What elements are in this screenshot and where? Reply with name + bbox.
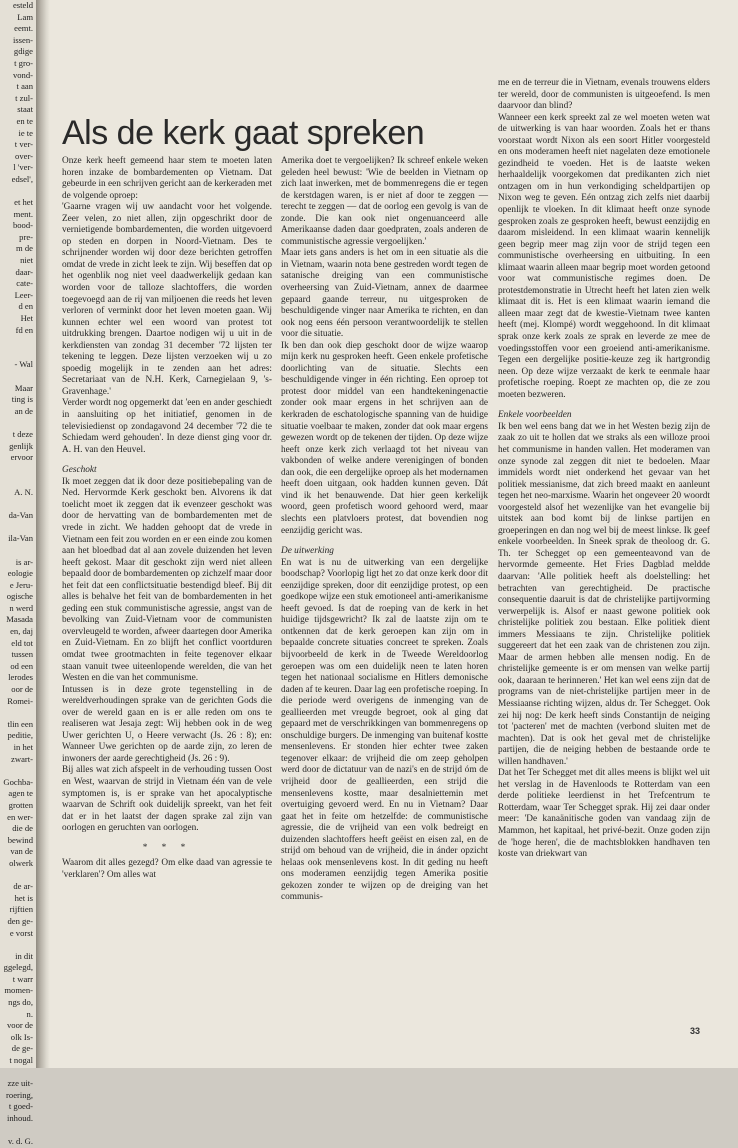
previous-page-line: Lam xyxy=(17,11,33,22)
previous-page-line: is ar- xyxy=(15,556,33,567)
previous-page-line: zze uit- xyxy=(7,1078,33,1089)
previous-page-line: n. xyxy=(26,1008,33,1019)
previous-page-line: t gro- xyxy=(14,57,33,68)
body-paragraph: Ik ben dan ook diep geschokt door de wijze waarop mijn kerk nu gesproken heeft. Geen enkele profetische doorlichting van de situatie. Slechts een beschuldigende vinger in één richting. Een oproep tot protest door middel van een handtekeningenactie zonder ook maar ergens in het schrijven aan de kerkraden de eschatologische spanning van de huidige situatie voelbaar te maken, zonder dat ook maar ergens gewezen wordt op de tekenen der tijden. Op deze wijze heeft onze kerk zich verlaagd tot het niveau van vakbonden of welke andere verenigingen of bonden dan ook, die een dergelijke oproep als het modernamen heeft doen uitgaan, ook hadden kunnen geven. Dát vind ik het benauwende. Dat hier geen kerkelijk woord, geen profetisch woord gehoord werd, maar slechts een platvloers protest, dat bovendien nog eenzijdig gericht was. xyxy=(281,340,488,536)
previous-page-line: lerodes xyxy=(8,672,33,683)
previous-page-line: od een xyxy=(10,660,33,671)
previous-page-line: ment. xyxy=(13,208,33,219)
body-paragraph: Wanneer een kerk spreekt zal ze wel moeten weten wat de uitwerking is van haar woorden. Zoals het er thans voorstaat wordt Nixon als een soort Hitler voorgesteld en ons moderamen heeft niet nagelaten deze emotionele gezindheid te voeden. Het is de laatste weken herhaaldelijk voorgekomen dat predikanten zich niet ontzagen om in hun verkondiging scheldpartijen op Nixon weg te geven. Eén ontzag zich zelfs niet daarbij openlijk te vloeken. In dit klimaat heeft onze synode gesproken zoals ze gesproken heeft, bewust eenzijdig en daarom misleidend. In een klimaat waarin kennelijk geen begrip meer mag zijn voor de strijd tegen een communistische overheersing en uitbuiting. In een klimaat waarin alleen maar begrip moet worden getoond voor wat communistische regimes doen. De protestdemonstratie in Utrecht heeft het laten zien welk klimaat dit is. Het is een klimaat waarin iemand die alleen maar zegt dat de kwestie-Vietnam twee kanten heeft (mej. Klompé) wordt weggehoond. In dit klimaat sprak onze kerk zoals ze sprak en leverde ze mee de voedingsstoffen voor een groeiend anti-amerikanisme. Tegen een dergelijke positie-keuze zeg ik hartgrondig neen. Op deze wijze verzaakt de kerk te eenmale haar profetische roeping. Roept ze machten op, die ze zou moeten bezweren. xyxy=(498,112,710,400)
previous-page-line: rijftien xyxy=(9,904,33,915)
previous-page-line: eemt. xyxy=(14,23,33,34)
previous-page-line xyxy=(0,464,36,476)
previous-page-line: Maar xyxy=(14,382,33,393)
previous-page-line: pre- xyxy=(19,231,33,242)
previous-page-line: bewind xyxy=(7,834,33,845)
previous-page-line: eologie xyxy=(7,568,33,579)
previous-page-line xyxy=(0,765,36,777)
previous-page-line xyxy=(0,1067,36,1079)
previous-page-line: roering, xyxy=(6,1089,33,1100)
previous-page-line: de ge- xyxy=(11,1043,33,1054)
previous-page-line: niet xyxy=(20,255,33,266)
previous-page-line: daar- xyxy=(15,266,33,277)
previous-page-line: esteld xyxy=(12,0,33,10)
previous-page-line: oor de xyxy=(11,684,33,695)
previous-page-line: Het xyxy=(20,313,33,324)
previous-page-line: t goed- xyxy=(8,1101,33,1112)
previous-page-line: in dit xyxy=(15,950,33,961)
previous-page-line: t ver- xyxy=(14,139,33,150)
page-gutter xyxy=(36,0,50,1068)
previous-page-line: en, daj xyxy=(10,626,33,637)
body-paragraph: Verder wordt nog opgemerkt dat 'een en ander geschiedt in aansluiting op het initiatief, genomen in de televisiedienst op zondagavond 24 december '72 die te Schiedam werd gehouden'. In deze dienst ging voor dr. A. H. van den Heuvel. xyxy=(62,398,272,455)
article-title: Als de kerk gaat spreken xyxy=(62,114,425,152)
previous-page-line: t deze xyxy=(12,428,33,439)
previous-page-line: grotten xyxy=(8,799,33,810)
previous-page-line: edsel', xyxy=(11,173,33,184)
previous-page-line: voor de xyxy=(6,1020,33,1031)
text-column-3 xyxy=(498,78,710,1018)
previous-page-line: e Jeru- xyxy=(9,579,33,590)
previous-page-line xyxy=(0,939,36,951)
previous-page-line: t nogal xyxy=(9,1055,33,1066)
body-paragraph: me en de terreur die in Vietnam, evenals trouwens elders ter wereld, door de communisten is uitgeoefend. Is men daarvoor dan blind? xyxy=(498,78,710,112)
previous-page-line: den ge- xyxy=(7,915,33,926)
previous-page-line: et het xyxy=(14,197,33,208)
previous-page-line: ogische xyxy=(6,591,33,602)
body-paragraph: Waarom dit alles gezegd? Om elke daad van agressie te 'verklaren'? Om alles wat xyxy=(62,858,272,880)
previous-page-line xyxy=(0,186,36,198)
previous-page-line xyxy=(0,348,36,360)
previous-page-line: ngs do, xyxy=(8,997,33,1008)
previous-page-line: ie te xyxy=(18,127,33,138)
body-paragraph: Ik moet zeggen dat ik door deze positiebepaling van de Ned. Hervormde Kerk geschokt ben. Alvorens ik dat toelicht moet ik zeggen dat ik evenzeer geschokt was door de hervatting van de bombardementen met de vrede in zicht. We hadden gehoopt dat de vrede in Vietnam een feit zou worden en er een einde zou komen aan het bloedbad dat al aan zovele duizenden het leven heeft gekost. Maar dit geschokt zijn werd niet alleen bepaald door de bombardementen op zichzelf maar door het feit dat een conflictsituatie bestendigd bleef. Bij dit alles is behalve het feit van de bombardementen in het geding een stuk communistische agressie, angst van de bevolking van Zuid-Vietnam voor de communisten overvleugeld te worden, afweer daartegen door Amerika en Zuid-Vietnam. En zo blijft het conflict voortduren omdat twee grootmachten in feite tegenover elkaar staan vanuit twee uiteenlopende werelden, die van het Westen en die van het communisme. xyxy=(62,476,272,684)
body-paragraph: Bij alles wat zich afspeelt in de verhouding tussen Oost en West, waarvan de strijd in Vietnam één van de vele symptomen is, is er sprake van het apocalyptische waarvan de Schrift ook duidelijk spreekt, van het feit dat er in het laatst der dagen sprake zal zijn van oorlogen en geruchten van oorlogen. xyxy=(62,765,272,834)
previous-page-line xyxy=(0,870,36,882)
previous-page-line: peditie, xyxy=(7,730,33,741)
previous-page-line: die de xyxy=(12,823,33,834)
previous-page-line: Leer- xyxy=(14,289,33,300)
previous-page-line: en wer- xyxy=(7,811,33,822)
previous-page-line: tussen xyxy=(11,649,33,660)
previous-page-line: momen- xyxy=(4,985,33,996)
previous-page-line: agen te xyxy=(8,788,33,799)
body-paragraph: Maar iets gans anders is het om in een situatie als die in Vietnam, waarin nota bene gestreden wordt tegen de satanische dreiging van een communistische overheersing van Zuid-Vietnam, annex de daarmee gepaard gaande terreur, nu uitgesproken de beschuldigende vinger naar Amerika te richten, en dan ook nog eens één persoon verantwoordelijk te stellen voor die situatie. xyxy=(281,248,488,340)
previous-page-line: de ar- xyxy=(13,881,33,892)
section-divider: * * * xyxy=(142,842,192,853)
previous-page-line: over- xyxy=(15,150,33,161)
previous-page-line: - Wal xyxy=(14,359,33,370)
body-paragraph: En wat is nu de uitwerking van een dergelijke boodschap? Voorlopig ligt het zo dat onze kerk door dit eenzijdige spreken, door dit eenzijdige protest, op een goedkope wijze een stuk emotioneel anti-amerikanisme heeft gevoed. Is dat de roeping van de kerk in het huidige tijdsgewricht? Ik zal de laatste zijn om te ontkennen dat de kerk geroepen kan zijn om in bepaalde concrete situaties concreet te spreken. Zoals bijvoorbeeld de kerk in de Tweede Wereldoorlog geroepen was om een duidelijk neen te laten horen tegen het nationaal socialisme en Hitlers demonische daden af te keuren. Daar lag een profetische roeping. In die periode werd overigens de inmenging van de geallieerden met vreugde begroet, ook al ging dat gepaard met de verschrikkingen van bommenregens op onschuldige burgers. De inmenging van buitenaf kostte mensenlevens. Er stonden hier echter twee zaken tegenover elkaar: de vrijheid die om zeep geholpen werd door de dictatuur van de nazi's en de strijd óm de vrijheid door de geallieerden, een strijd die mensenlevens kostte, maar desalniettemin met overtuiging gevoerd werd. En nu in Vietnam? Daar gaat het in feite om hetzelfde: de communistische agressie, die de vrijheid van een volk bedreigt en duizenden slachtoffers heeft geëist en eisen zal, en de strijd om behoud van de vrijheid, die in ánder opzicht helaas ook mensenlevens kost. In dit geding nu heeft ons moderamen eenzijdig tegen Amerika positie gekozen zonder te wijzen op de dreiging van het communis- xyxy=(281,557,488,903)
previous-page-line: Masada xyxy=(6,614,33,625)
previous-page-line xyxy=(0,1125,36,1137)
previous-page-line: ervoor xyxy=(10,452,33,463)
previous-page-line: cate- xyxy=(16,278,33,289)
previous-page-line: t warr xyxy=(12,973,33,984)
previous-page-line: en te xyxy=(16,115,33,126)
previous-page-line: staat xyxy=(17,104,33,115)
previous-page-line: d en xyxy=(18,301,33,312)
previous-page-line: gdige xyxy=(13,46,33,57)
previous-page-line xyxy=(0,475,36,487)
previous-page-line: van de xyxy=(10,846,33,857)
previous-page-line: bood- xyxy=(12,220,33,231)
previous-page-line: l 'ver- xyxy=(13,162,33,173)
body-paragraph: 'Gaarne vragen wij uw aandacht voor het volgende. Zeer velen, zo niet allen, zijn opgeschrikt door de vernietigende bombardementen, die worden uitgevoerd op steden en dorpen in Noord-Vietnam. Des te schrijnender worden wij door deze berichten getroffen omdat de vrede in zicht leek te zijn. Wij beseffen dat op het ogenblik nog niet veel daadwerkelijk gedaan kan worden voor de talloze slachtoffers, die worden toegevoegd aan de rij van miljoenen die reeds het leven verloren of verminkt door het leven moeten gaan. Wij kunnen echter wel een woord van protest tot uitdrukking brengen. Daartoe nodigen wij u uit in de kerkdiensten van zondag 31 december '72 lijsten ter tekening te leggen. Deze lijsten verzoeken wij u zo spoedig mogelijk in te zenden aan het adres: Secretariaat van de N.H. Kerk, Carnegielaan 9, 's-Gravenhage.' xyxy=(62,202,272,397)
body-paragraph: Intussen is in deze grote tegenstelling in de wereldverhoudingen sprake van de gerichten Gods die over de wereld gaan en is er alle reden om ons te realiseren wat Jesaja zegt: Wij hebben ook in de weg Uwer gerichten U, o Heere verwacht (Js. 26 : 8); en: Wanneer Uwe gerichten op de aarde zijn, zo leren de inwoners der aarde gerechtigheid (Js. 26 : 9). xyxy=(62,684,272,764)
previous-page-line: t aan xyxy=(16,81,33,92)
previous-page-line: e vorst xyxy=(9,927,33,938)
previous-page-line xyxy=(0,371,36,383)
previous-page-line: issen- xyxy=(12,34,33,45)
previous-page-line: zwart- xyxy=(11,753,33,764)
previous-page-line: vond- xyxy=(12,69,33,80)
previous-page-line xyxy=(0,522,36,534)
previous-page-line: tlin een xyxy=(7,718,33,729)
previous-page-line xyxy=(0,417,36,429)
previous-page-line: het is xyxy=(14,892,33,903)
previous-page-line xyxy=(0,499,36,511)
previous-page-line: genlijk xyxy=(9,440,33,451)
previous-page-line: fd en xyxy=(15,324,33,335)
section-heading: Enkele voorbeelden xyxy=(498,410,572,421)
previous-page-line: eld tot xyxy=(11,637,33,648)
previous-page-line: n werd xyxy=(9,602,33,613)
previous-page-line xyxy=(0,336,36,348)
previous-page-line: ila-Van xyxy=(8,533,33,544)
text-column-2 xyxy=(281,156,488,1016)
previous-page-line: olk Is- xyxy=(10,1031,33,1042)
previous-page-line: inhoud. xyxy=(6,1113,33,1123)
section-heading: Geschokt xyxy=(62,465,97,476)
text-column-1 xyxy=(62,156,272,1016)
previous-page-line: an de xyxy=(14,405,33,416)
previous-page-line: v. d. G. xyxy=(8,1136,33,1147)
previous-page-line: ggelegd, xyxy=(3,962,33,973)
page-number: 33 xyxy=(690,1026,701,1036)
previous-page-strip xyxy=(0,0,36,1147)
body-paragraph: Dat het Ter Schegget met dit alles meens is blijkt wel uit het verslag in de Havenloods te Rotterdam van een derde politieke leerdienst in het Trefcentrum te Rotterdam, waar Ter Schegget sprak. Hij zei daar onder meer: 'De kanaänitische goden van vandaag zijn de Mammon, het kapitaal, het privé-bezit. Onze goden zijn de 'hoge heren', die de machtsblokken handhaven ten koste van driekwart van xyxy=(498,768,710,860)
body-paragraph: Amerika doet te vergoelijken? Ik schreef enkele weken geleden heel bewust: 'Wie de beelden in Vietnam op zich laat inwerken, met de bommenregens die er tegen de kerstdagen waren, is er niet af door te zeggen — terecht te zeggen — dat de oorlog een gevolg is van de zonde. Die kan ook niet ongenuanceerd alle Amerikaanse daden daar goedpraten, zoals anderen de communistische agressie vergoelijken.' xyxy=(281,156,488,247)
previous-page-line: in het xyxy=(13,742,33,752)
section-heading: De uitwerking xyxy=(281,546,334,557)
body-paragraph: Onze kerk heeft gemeend haar stem te moeten laten horen inzake de bombardementen op Vietnam. Dat gebeurde in een schrijven gericht aan de kerkeraden met de volgende oproep: xyxy=(62,156,272,201)
previous-page-line xyxy=(0,707,36,719)
previous-page-line: m de xyxy=(16,243,33,254)
previous-page-line: da-Van xyxy=(8,510,33,521)
body-paragraph: Ik ben wel eens bang dat we in het Westen bezig zijn de zaak zo uit te hollen dat we straks als een willoze prooi het communisme in handen vallen. Het moderamen van onze synode zal zeggen dit niet te bedoelen. Maar immidels wordt niet onderkend het gevaar van het politiek messianisme, dat zich breed maakt en aanleunt tegen het neo-marxisme. Waarin het ongeveer 20 woordt voorgesteld alsof het wezenlijke van het evangelie bij uitstek aan bod komt bij de linkse partijen en groeperingen en dan nog wel bij de meest linkse. Ik geef enkele voorbeelden. In Sneek sprak de theoloog dr. G. Th. ter Schegget op een gemeenteavond van de hervormde gemeente. Het Fries Dagblad meldde daarvan: 'Alle politiek heeft als doelstelling: het betrachten van gerechtigheid. De practische consequentie daaruit is dat de christelijke partijvorming verwerpelijk is. Alsof er naast gewone politiek ook christelijke politiek zou bestaan. Elke politiek dient immers Messiaans te zijn. Christelijke politiek suggereert dat het een zaak van de christenen zou zijn. Maar de armen hebben alle mensen nodig. En de christelijke gemeente is er om mensen van welke partij ook, daaraan te herinneren.' Het kan wel eens zijn dat de programs van de niet-christelijke partijen meer in de Messiaanse richting wijzen, aldus dr. Ter Schegget. Ook zei hij nog: De kerk heeft sinds Constantijn de neiging tot 'pacteren' met de machten (verbond sluiten met de machten). Dat is ook het geval met de christelijke partijen, die de neiging hebben de bestaande orde te willen handhaven.' xyxy=(498,421,710,767)
previous-page-line: A. N. xyxy=(14,486,33,497)
previous-page-line: ting is xyxy=(11,394,33,405)
previous-page-line: t zul- xyxy=(15,92,33,103)
previous-page-line xyxy=(0,545,36,557)
previous-page-line: olwerk xyxy=(9,857,33,868)
previous-page-line: Romei- xyxy=(7,695,33,706)
previous-page-line: Gochba- xyxy=(3,776,33,787)
